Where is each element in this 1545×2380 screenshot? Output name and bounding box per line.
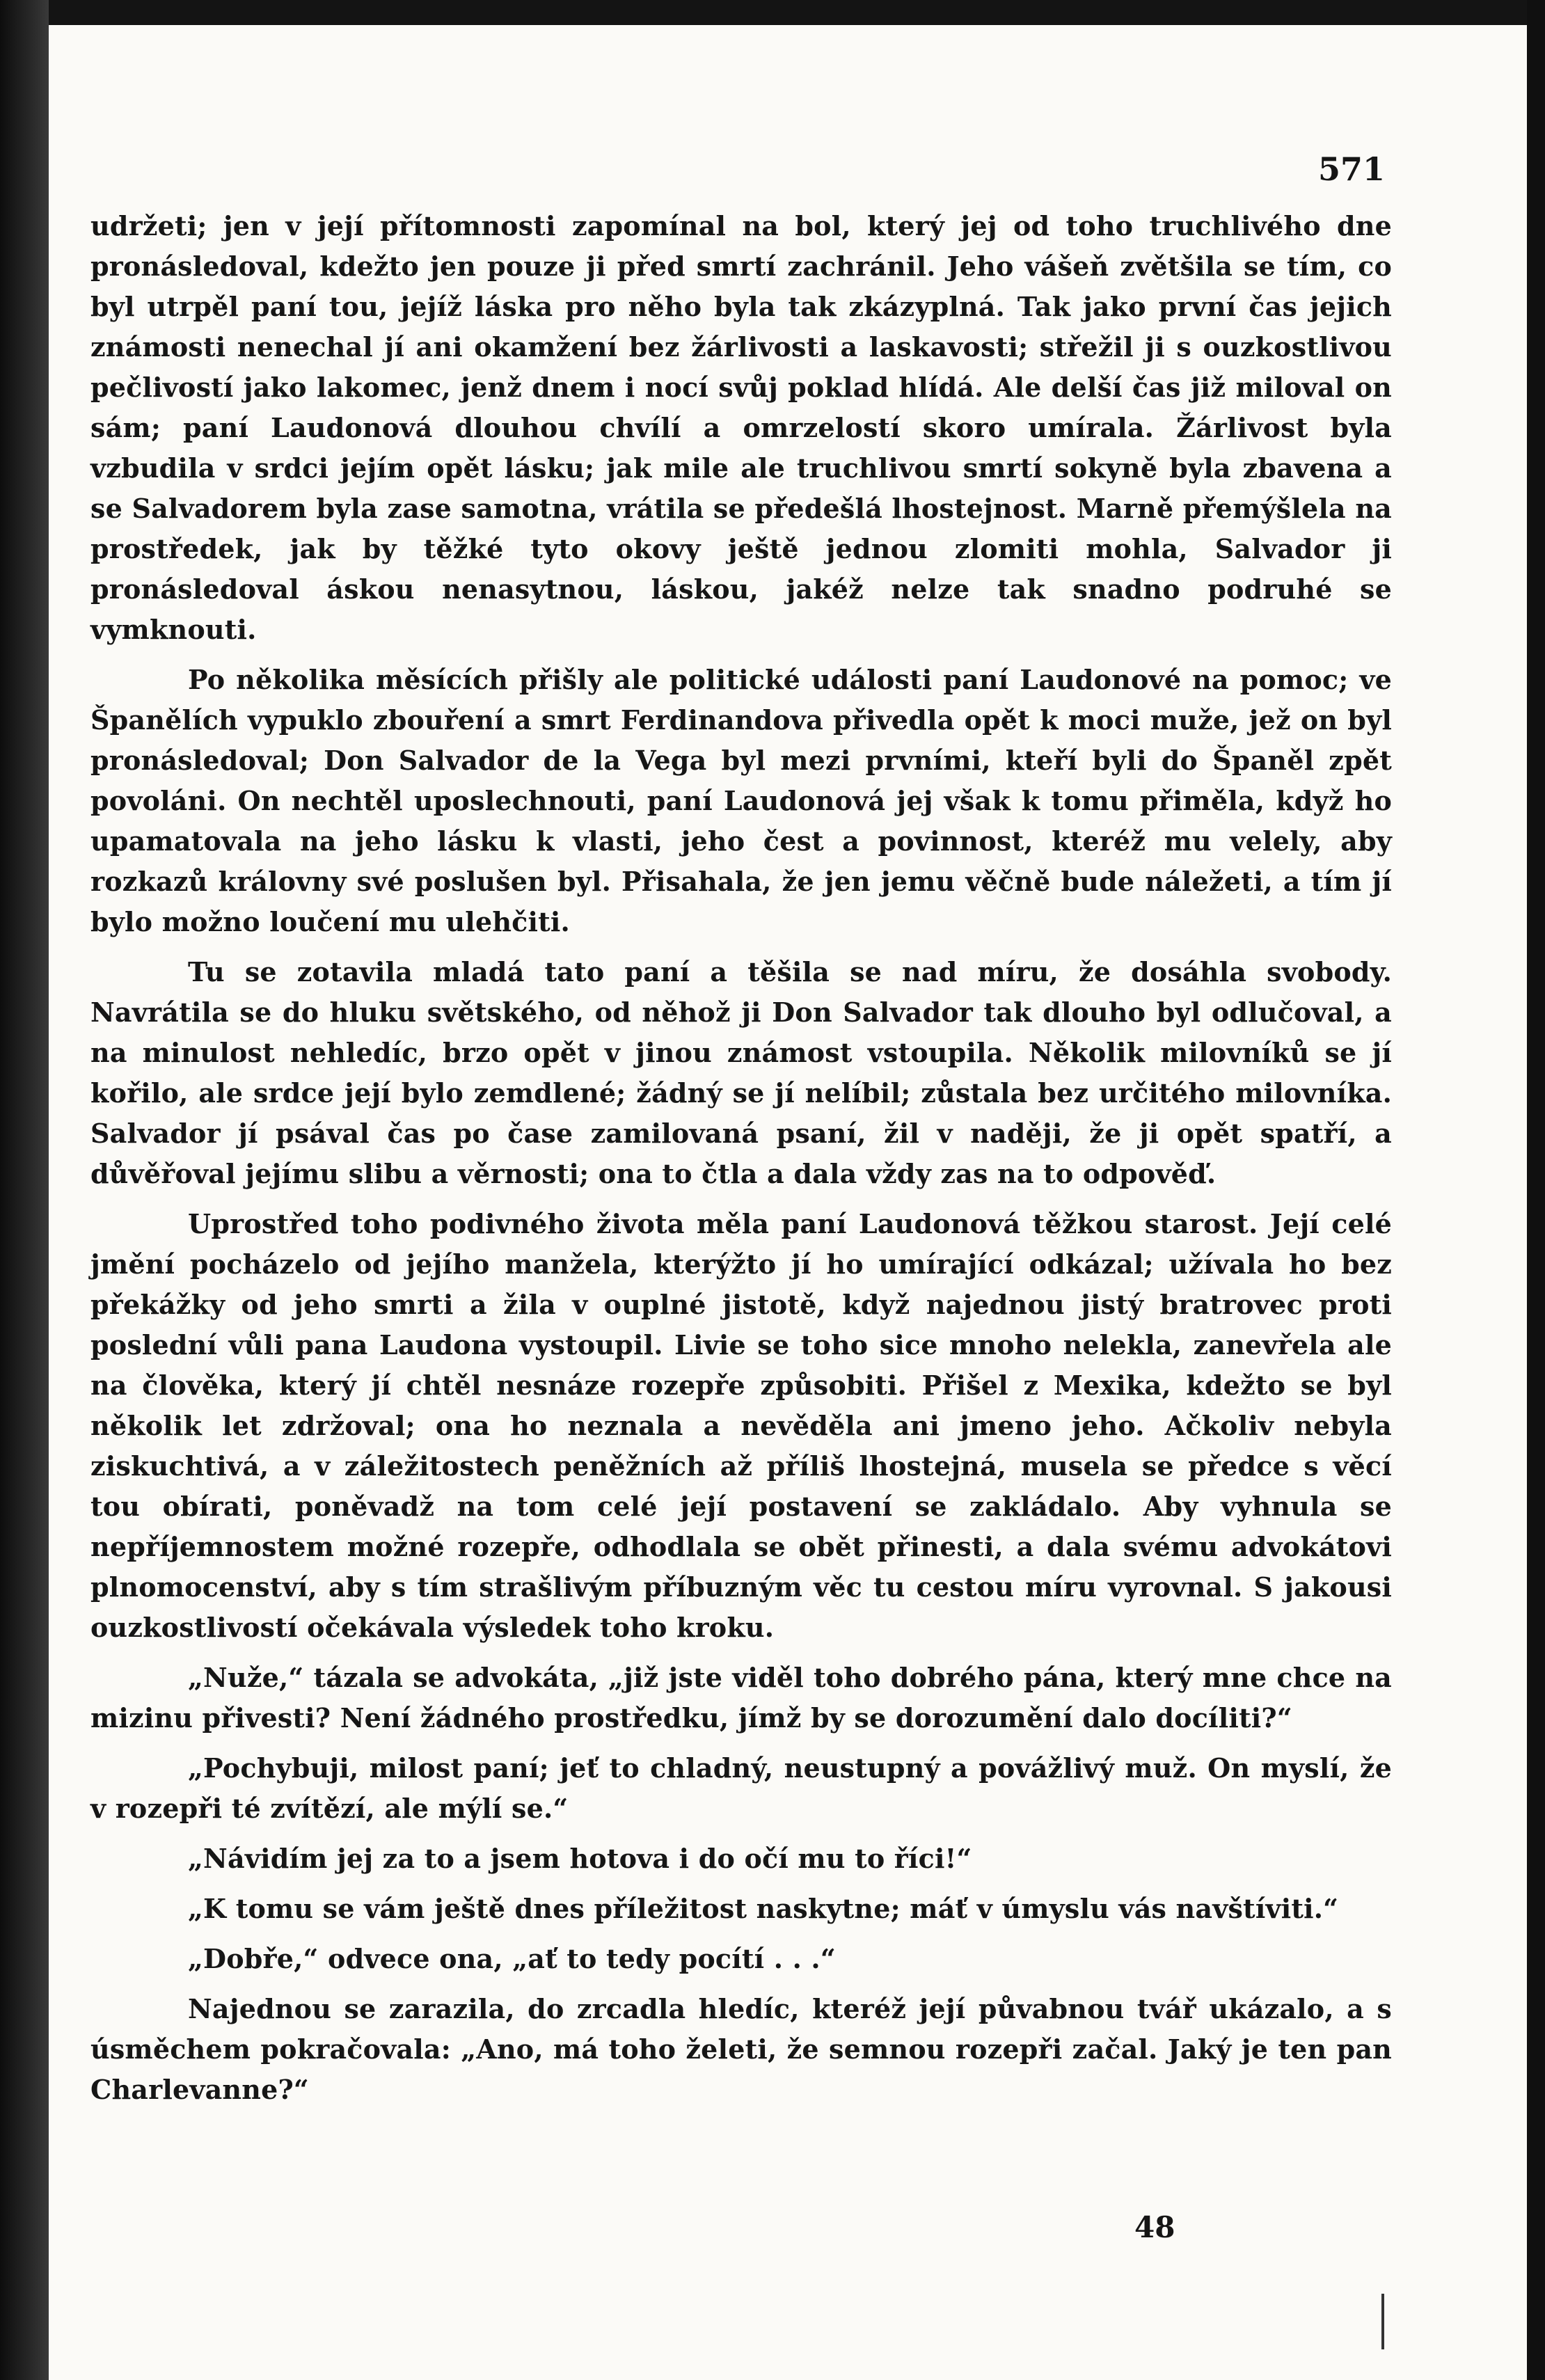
paragraph: Najednou se zarazila, do zrcadla hledíc, kteréž její půvabnou tvář ukázalo, a s úsměchem pokračovala: „Ano, má toho želeti, že semnou rozepři začal. Jaký je ten pan Charlevanne?“ (90, 1993, 1392, 2105)
paragraph: „Dobře,“ odvece ona, „ať to tedy pocítí . . .“ (188, 1943, 836, 1974)
paragraph: „K tomu se vám ještě dnes příležitost naskytne; máť v úmyslu vás navštíviti.“ (188, 1893, 1339, 1924)
scan-border-right (1527, 0, 1545, 2380)
page-number: 571 (1317, 150, 1385, 188)
paragraph: udržeti; jen v její přítomnosti zapomínal na bol, který jej od toho truchlivého dne pronásledoval, kdežto jen pouze ji před smrtí zachránil. Jeho vášeň zvětšila se tím, co byl utrpěl paní tou, jejíž láska pro něho byla tak zkázyplná. Tak jako první čas jejich známosti nenechal jí ani okamžení bez žárlivosti a laskavosti; střežil ji s ouzkostlivou pečlivostí jako lakomec, jenž dnem i nocí svůj poklad hlídá. Ale delší čas již miloval on sám; paní Laudonová dlouhou chvílí a omrzelostí skoro umírala. Žárlivost byla vzbudila v srdci jejím opět lásku; jak mile ale truchlivou smrtí sokyně byla zbavena a se Salvadorem byla zase samotna, vrátila se předešlá lhostejnost. Marně přemýšlela na prostředek, jak by těžké tyto okovy ještě jednou zlomiti mohla, Salvador ji pronásledoval áskou nenasytnou, láskou, jakéž nelze tak snadno podruhé se vymknouti. (90, 210, 1392, 645)
book-page (49, 25, 1527, 2380)
paragraph: Tu se zotavila mladá tato paní a těšila se nad míru, že dosáhla svobody. Navrátila se do hluku světského, od něhož ji Don Salvador tak dlouho byl odlučoval, a na minulost nehledíc, brzo opět v jinou známost vstoupila. Několik milovníků se jí kořilo, ale srdce její bylo zemdlené; žádný se jí nelíbil; zůstala bez určitého milovníka. Salvador jí psával čas po čase zamilovaná psaní, žil v naději, že ji opět spatří, a důvěřoval jejímu slibu a věrnosti; ona to čtla a dala vždy zas na to odpověď. (90, 956, 1392, 1189)
page-body (90, 206, 1392, 2120)
paragraph: „Nuže,“ tázala se advokáta, „již jste viděl toho dobrého pána, který mne chce na mizinu přivesti? Není žádného prostředku, jímž by se dorozumění dalo docíliti?“ (90, 1662, 1392, 1734)
sheet-signature-mark: 48 (1134, 2210, 1175, 2244)
paragraph: „Návidím jej za to a jsem hotova i do očí mu to říci!“ (188, 1843, 972, 1874)
scan-border-top (0, 0, 1545, 25)
paragraph: Po několika měsících přišly ale politické události paní Laudonové na pomoc; ve Španělích vypuklo zbouření a smrt Ferdinandova přivedla opět k moci muže, jež on byl pronásledoval; Don Salvador de la Vega byl mezi prvními, kteří byli do Španěl zpět povoláni. On nechtěl uposlechnouti, paní Laudonová jej však k tomu přiměla, když ho upamatovala na jeho lásku k vlasti, jeho čest a povinnost, kteréž mu velely, aby rozkazů královny své poslušen byl. Přisahala, že jen jemu věčně bude náležeti, a tím jí bylo možno loučení mu ulehčiti. (90, 664, 1392, 937)
scan-artifact-line (1381, 2294, 1384, 2349)
scan-border-left (0, 0, 49, 2380)
paragraph: „Pochybuji, milost paní; jeť to chladný, neustupný a povážlivý muž. On myslí, že v rozepři té zvítězí, ale mýlí se.“ (90, 1752, 1392, 1824)
paragraph: Uprostřed toho podivného života měla paní Laudonová těžkou starost. Její celé jmění pocházelo od jejího manžela, kterýžto jí ho umírající odkázal; užívala ho bez překážky od jeho smrti a žila v ouplné jistotě, když najednou jistý bratrovec proti poslední vůli pana Laudona vystoupil. Livie se toho sice mnoho nelekla, zanevřela ale na člověka, který jí chtěl nesnáze rozepře způsobiti. Přišel z Mexika, kdežto se byl několik let zdržoval; ona ho neznala a nevěděla ani jmeno jeho. Ačkoliv nebyla ziskuchtivá, a v záležitostech peněžních až příliš lhostejná, musela se předce s věcí tou obírati, poněvadž na tom celé její postavení se zakládalo. Aby vyhnula se nepříjemnostem možné rozepře, odhodlala se obět přinesti, a dala svému advokátovi plnomocenství, aby s tím strašlivým příbuzným věc tu cestou míru vyrovnal. S jakousi ouzkostlivostí očekávala výsledek toho kroku. (90, 1208, 1392, 1643)
